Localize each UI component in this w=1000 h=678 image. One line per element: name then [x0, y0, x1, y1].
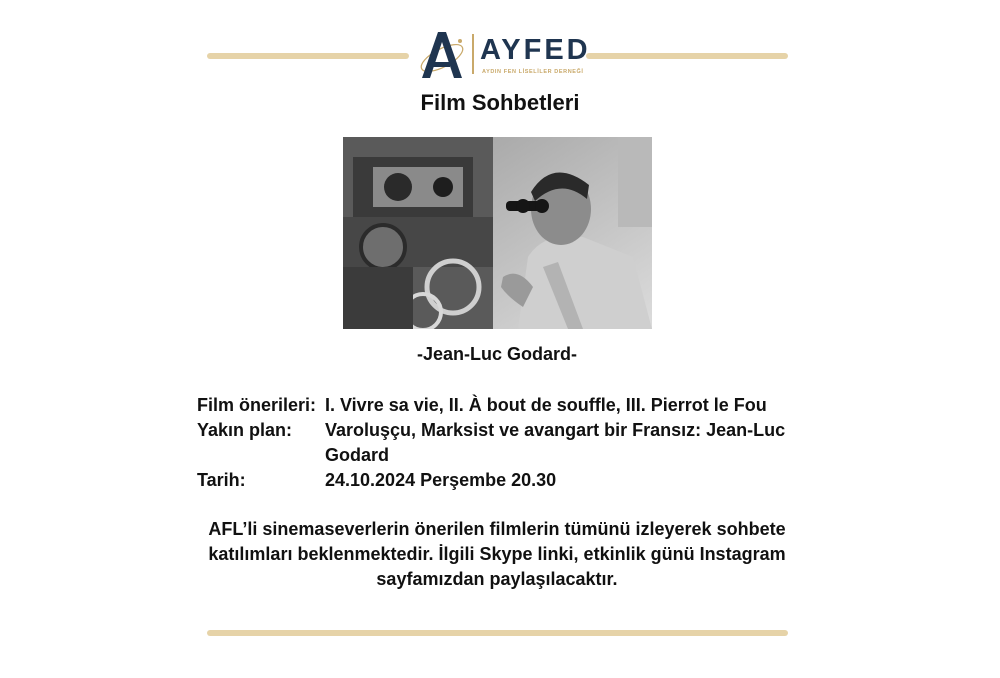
close-up-row [197, 418, 797, 468]
logo-wordmark: AYFED [480, 34, 591, 66]
photo-caption: -Jean-Luc Godard- [416, 344, 577, 364]
date-label: Tarih: [197, 470, 246, 490]
close-up-value: Varoluşçu, Marksist ve avangart bir Fransız: Jean-Luc Godard [325, 420, 786, 465]
top-right-rule [586, 53, 788, 59]
date-value: 24.10.2024 Perşembe 20.30 [325, 470, 557, 490]
date-row [197, 468, 797, 493]
participation-note: AFL’li sinemaseverlerin önerilen filmlerin tümünü izleyerek sohbete katılımları beklenmektedir. İlgili Skype linki, etkinlik günü Instagram sayfamızdan paylaşılacaktır. [208, 519, 786, 589]
bottom-rule [207, 630, 788, 636]
godard-photo-illustration [343, 137, 652, 329]
film-suggestions-value: I. Vivre sa vie, II. À bout de souffle, III. Pierrot le Fou [325, 395, 767, 415]
top-left-rule [207, 53, 409, 59]
logo-divider [472, 34, 474, 74]
event-info [197, 393, 797, 493]
godard-photo [343, 137, 652, 329]
ayfed-emblem-icon [416, 28, 472, 84]
film-suggestions-row [197, 393, 797, 418]
page-title: Film Sohbetleri [420, 90, 580, 115]
logo-subtitle: AYDIN FEN LİSELİLER DERNEĞİ [482, 69, 584, 75]
ayfed-logo [416, 28, 591, 84]
film-suggestions-label: Film önerileri: [197, 395, 317, 415]
close-up-label: Yakın plan: [197, 420, 293, 440]
